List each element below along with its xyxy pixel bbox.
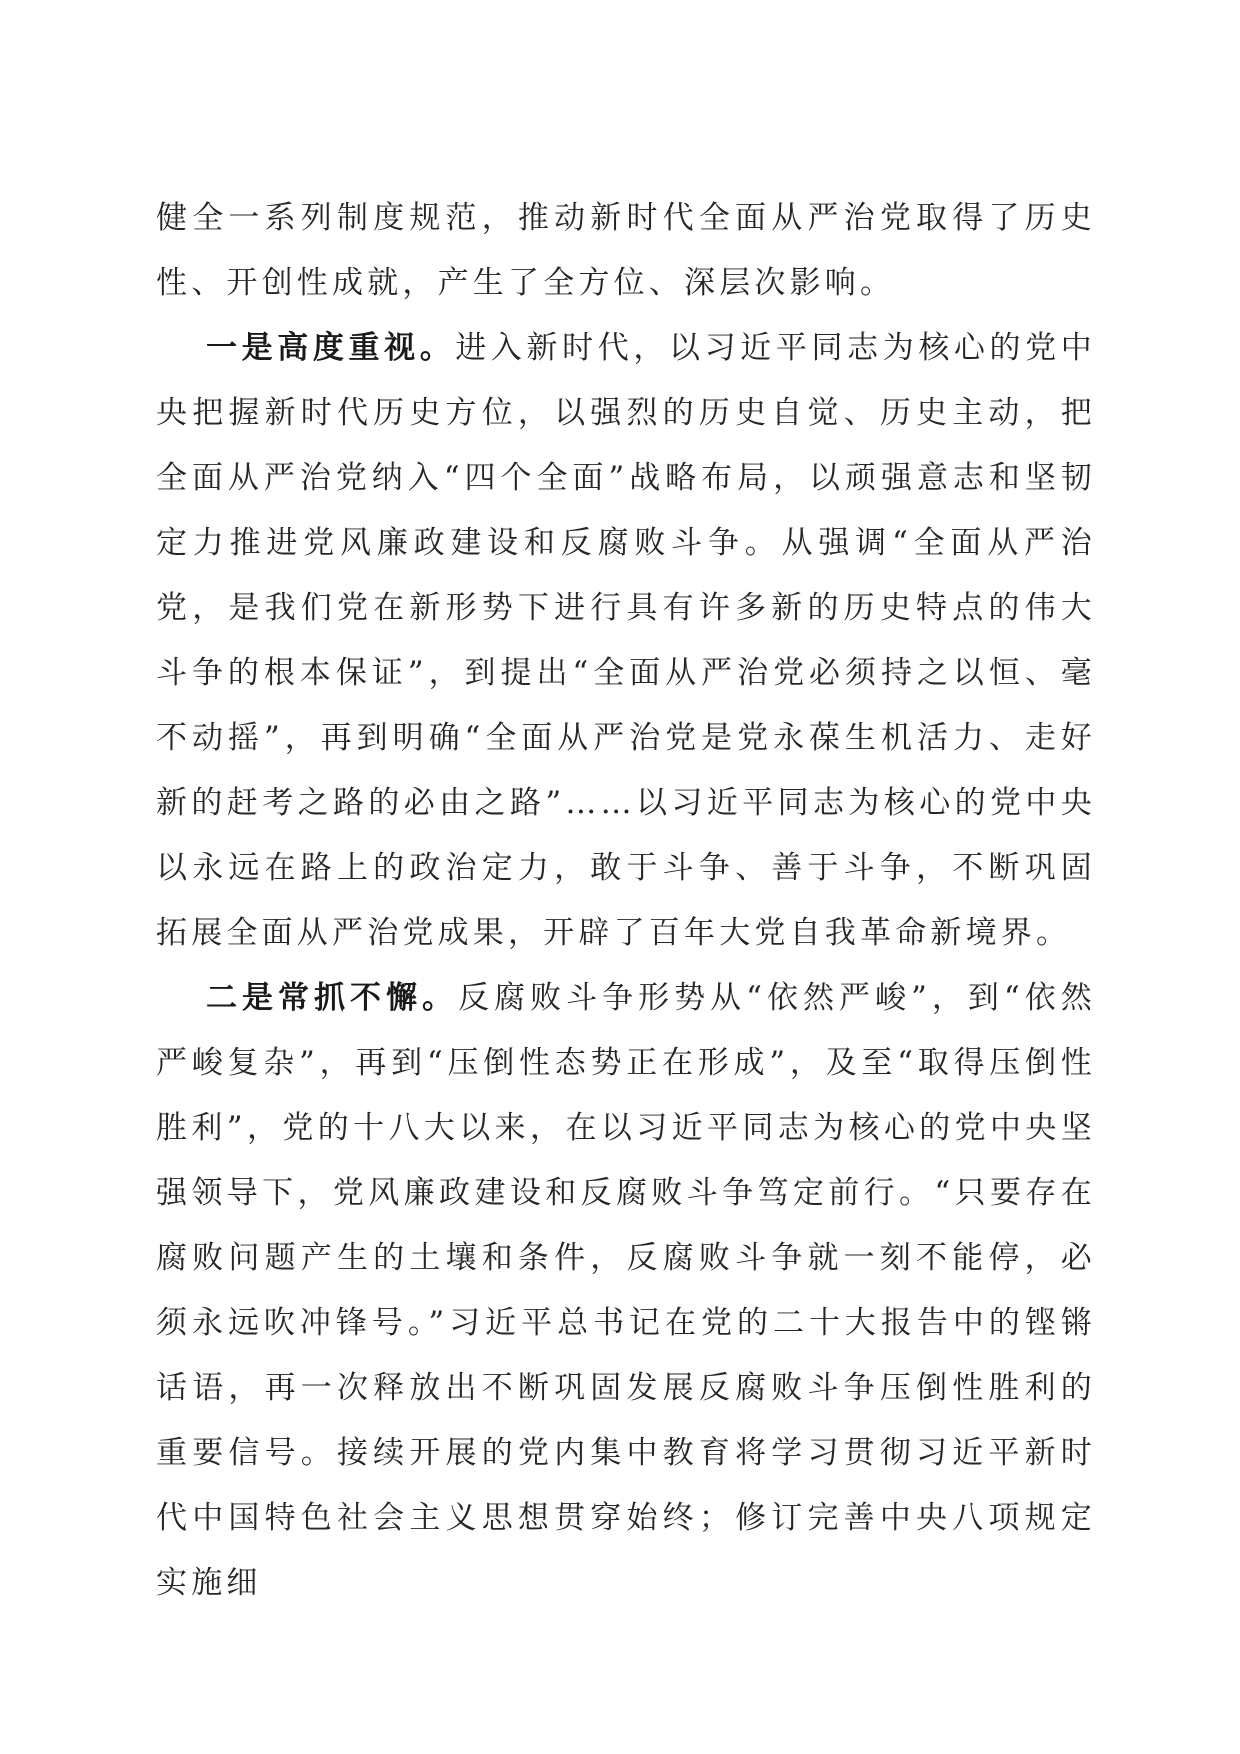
paragraph-lead: 一是高度重视。 [206,330,456,366]
paragraph-lead: 二是常抓不懈。 [206,980,459,1016]
paragraph-persistent [156,966,1096,1616]
paragraph-text: 反腐败斗争形势从“依然严峻”，到“依然严峻复杂”，再到“压倒性态势正在形成”，及至“取得压倒性胜利”，党的十八大以来，在以习近平同志为核心的党中央坚强领导下，党风廉政建设和反腐败斗争笃定前行。“只要存在腐败问题产生的土壤和条件，反腐败斗争就一刻不能停，必须永远吹冲锋号。”习近平总书记在党的二十大报告中的铿锵话语，再一次释放出不断巩固发展反腐败斗争压倒性胜利的重要信号。接续开展的党内集中教育将学习贯彻习近平新时代中国特色社会主义思想贯穿始终；修订完善中央八项规定实施细 [156,980,1097,1601]
paragraph-text: 进入新时代，以习近平同志为核心的党中央把握新时代历史方位，以强烈的历史自觉、历史主动，把全面从严治党纳入“四个全面”战略布局，以顽强意志和坚韧定力推进党风廉政建设和反腐败斗争。从强调“全面从严治党，是我们党在新形势下进行具有许多新的历史特点的伟大斗争的根本保证”，到提出“全面从严治党必须持之以恒、毫不动摇”，再到明确“全面从严治党是党永葆生机活力、走好新的赶考之路的必由之路”……以习近平同志为核心的党中央以永远在路上的政治定力，敢于斗争、善于斗争，不断巩固拓展全面从严治党成果，开辟了百年大党自我革命新境界。 [156,330,1096,951]
paragraph-continuation [156,186,1096,316]
paragraph-high-attention [156,316,1096,966]
body-text [156,186,1096,1616]
paragraph-text: 健全一系列制度规范，推动新时代全面从严治党取得了历史性、开创性成就，产生了全方位、深层次影响。 [156,200,1096,301]
